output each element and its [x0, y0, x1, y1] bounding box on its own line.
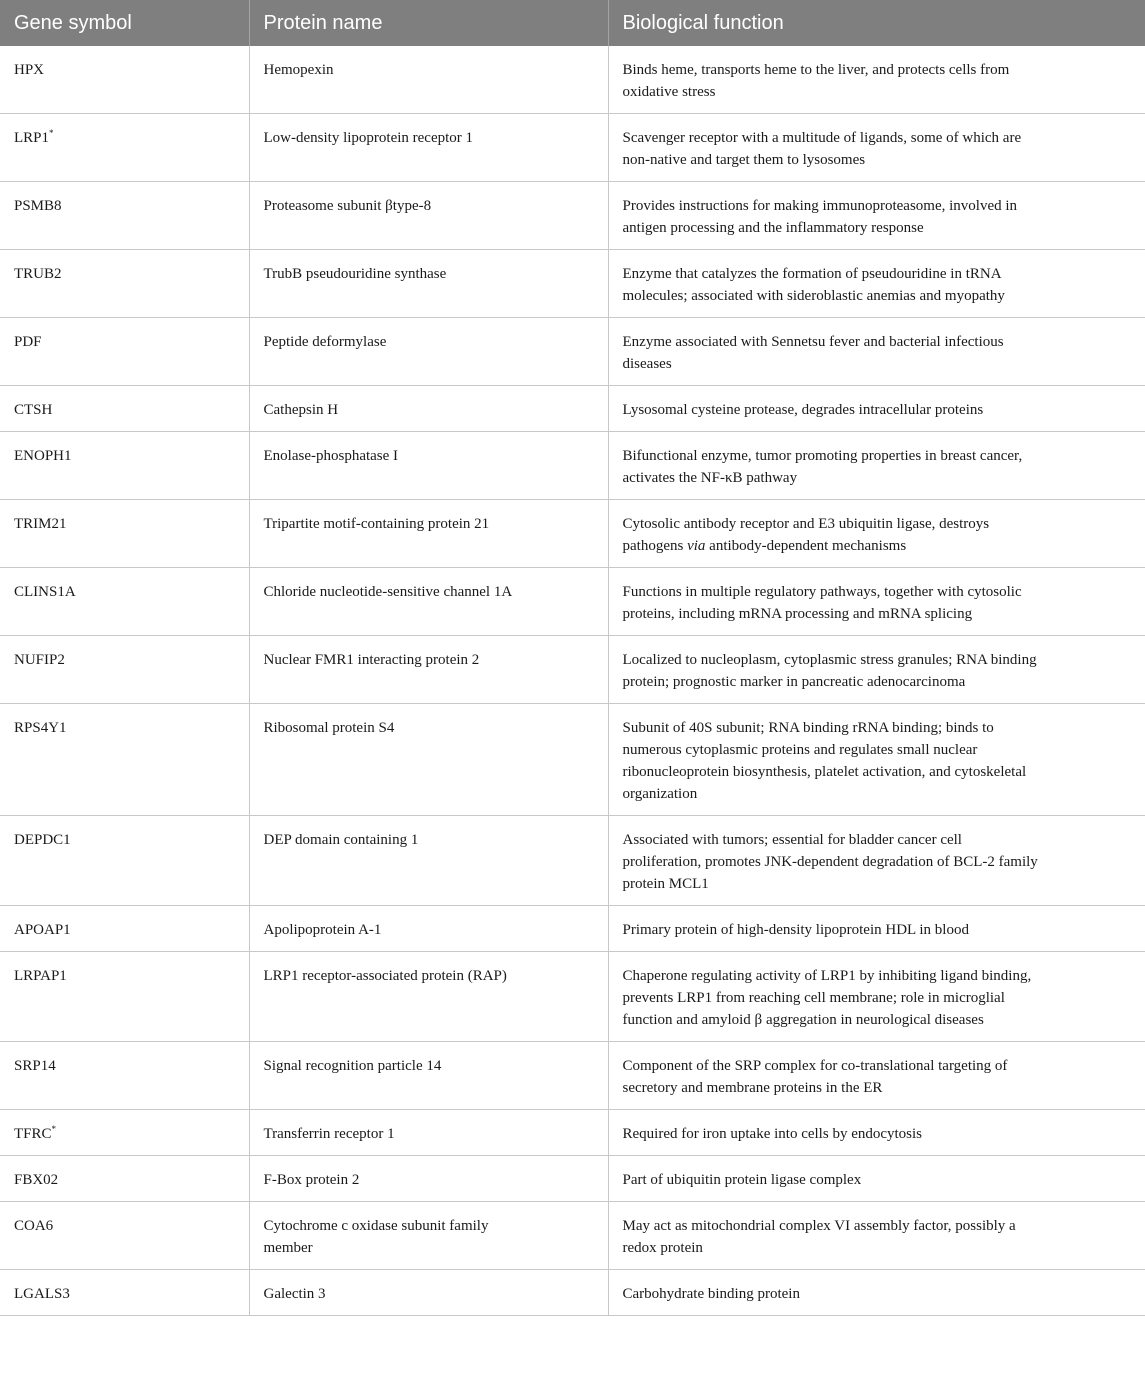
biological-function: Chaperone regulating activity of LRP1 by inhibiting ligand binding, prevents LRP1 from reaching cell membrane; role in microglial function and amyloid β aggregation in neurological diseases — [622, 968, 1032, 1028]
protein-name: F-Box protein 2 — [263, 1172, 360, 1188]
biological-function-cell — [608, 500, 1145, 568]
table-row — [0, 46, 1145, 114]
biological-function: Lysosomal cysteine protease, degrades intracellular proteins — [622, 402, 984, 418]
protein-name-cell — [249, 1156, 608, 1202]
biological-function: May act as mitochondrial complex VI assembly factor, possibly a redox protein — [622, 1218, 1016, 1256]
biological-function: Primary protein of high-density lipoprotein HDL in blood — [622, 922, 969, 938]
gene-symbol-cell — [0, 906, 249, 952]
biological-function: Part of ubiquitin protein ligase complex — [622, 1172, 862, 1188]
biological-function-cell — [608, 1202, 1145, 1270]
gene-symbol-cell — [0, 704, 249, 816]
biological-function-cell — [608, 318, 1145, 386]
gene-symbol: APOAP1 — [14, 922, 71, 938]
biological-function-cell — [608, 386, 1145, 432]
protein-name: Cytochrome c oxidase subunit family member — [263, 1218, 489, 1256]
protein-name: TrubB pseudouridine synthase — [263, 266, 447, 282]
biological-function-cell — [608, 568, 1145, 636]
table-row — [0, 500, 1145, 568]
table-row — [0, 636, 1145, 704]
biological-function-cell — [608, 704, 1145, 816]
protein-name: Apolipoprotein A-1 — [263, 922, 382, 938]
gene-symbol: LRPAP1 — [14, 968, 67, 984]
gene-symbol: TFRC — [14, 1126, 52, 1142]
protein-name-cell — [249, 636, 608, 704]
biological-function: Enzyme associated with Sennetsu fever and bacterial infectious diseases — [622, 334, 1004, 372]
gene-symbol-cell — [0, 386, 249, 432]
protein-name-cell — [249, 1270, 608, 1316]
function-italic: via — [687, 538, 706, 554]
table-body — [0, 46, 1145, 1316]
biological-function-cell — [608, 906, 1145, 952]
protein-name: Chloride nucleotide-sensitive channel 1A — [263, 584, 513, 600]
gene-symbol: FBX02 — [14, 1172, 59, 1188]
gene-symbol-cell — [0, 1042, 249, 1110]
protein-name: Nuclear FMR1 interacting protein 2 — [263, 652, 480, 668]
table-row — [0, 906, 1145, 952]
table-row — [0, 568, 1145, 636]
protein-name: Cathepsin H — [263, 402, 339, 418]
biological-function-cell — [608, 1270, 1145, 1316]
table-row — [0, 250, 1145, 318]
gene-symbol: LRP1 — [14, 130, 50, 146]
biological-function: Bifunctional enzyme, tumor promoting properties in breast cancer, activates the NF-κB pathway — [622, 448, 1023, 486]
gene-symbol: RPS4Y1 — [14, 720, 67, 736]
table-row — [0, 386, 1145, 432]
gene-symbol-cell — [0, 182, 249, 250]
header-biological-function: Biological function — [608, 0, 1145, 46]
gene-symbol-cell — [0, 46, 249, 114]
protein-name-cell — [249, 1110, 608, 1156]
gene-symbol: HPX — [14, 62, 45, 78]
protein-name-cell — [249, 114, 608, 182]
biological-function: Scavenger receptor with a multitude of ligands, some of which are non-native and target them to lysosomes — [622, 130, 1022, 168]
biological-function-cell — [608, 952, 1145, 1042]
protein-name-cell — [249, 182, 608, 250]
table-row — [0, 704, 1145, 816]
protein-name-cell — [249, 568, 608, 636]
protein-name: Low-density lipoprotein receptor 1 — [263, 130, 474, 146]
gene-symbol-cell — [0, 250, 249, 318]
biological-function-cell — [608, 1042, 1145, 1110]
gene-symbol-cell — [0, 952, 249, 1042]
biological-function: Associated with tumors; essential for bladder cancer cell proliferation, promotes JNK-dependent degradation of BCL-2 family protein MCL1 — [622, 832, 1038, 892]
protein-name: Transferrin receptor 1 — [263, 1126, 395, 1142]
function-text: antibody-dependent mechanisms — [705, 538, 907, 554]
protein-name: DEP domain containing 1 — [263, 832, 419, 848]
protein-name: Peptide deformylase — [263, 334, 387, 350]
gene-symbol-cell — [0, 318, 249, 386]
function-text: Cytosolic antibody receptor and E3 ubiquitin ligase, destroys pathogens — [622, 516, 990, 554]
biological-function: Subunit of 40S subunit; RNA binding rRNA binding; binds to numerous cytoplasmic proteins and regulates small nuclear ribonucleoprotein biosynthesis, platelet activation, and cytoskeletal organization — [622, 720, 1027, 802]
gene-symbol-cell — [0, 816, 249, 906]
protein-name-cell — [249, 906, 608, 952]
gene-symbol: COA6 — [14, 1218, 54, 1234]
biological-function: Binds heme, transports heme to the liver, and protects cells from oxidative stress — [622, 62, 1010, 100]
gene-symbol: TRIM21 — [14, 516, 67, 532]
biological-function-cell — [608, 816, 1145, 906]
protein-name-cell — [249, 318, 608, 386]
protein-name-cell — [249, 816, 608, 906]
protein-name: LRP1 receptor-associated protein (RAP) — [263, 968, 507, 984]
protein-name: Enolase-phosphatase I — [263, 448, 399, 464]
gene-symbol: CTSH — [14, 402, 53, 418]
gene-symbol-cell — [0, 1270, 249, 1316]
table-row — [0, 1156, 1145, 1202]
gene-symbol-cell — [0, 432, 249, 500]
biological-function: Component of the SRP complex for co-translational targeting of secretory and membrane proteins in the ER — [622, 1058, 1008, 1096]
table-row — [0, 952, 1145, 1042]
protein-name: Ribosomal protein S4 — [263, 720, 395, 736]
table-header — [0, 0, 1145, 46]
table-row — [0, 432, 1145, 500]
footnote-marker: * — [49, 128, 54, 138]
protein-name: Tripartite motif-containing protein 21 — [263, 516, 490, 532]
table-row — [0, 1270, 1145, 1316]
biological-function: Provides instructions for making immunoproteasome, involved in antigen processing and the inflammatory response — [622, 198, 1018, 236]
table-row — [0, 1110, 1145, 1156]
protein-name-cell — [249, 1042, 608, 1110]
protein-name-cell — [249, 386, 608, 432]
table-row — [0, 182, 1145, 250]
biological-function-cell — [608, 1110, 1145, 1156]
biological-function: Required for iron uptake into cells by endocytosis — [622, 1126, 923, 1142]
protein-name: Proteasome subunit βtype-8 — [263, 198, 432, 214]
gene-symbol-cell — [0, 114, 249, 182]
table-row — [0, 816, 1145, 906]
biological-function: Enzyme that catalyzes the formation of pseudouridine in tRNA molecules; associated with sideroblastic anemias and myopathy — [622, 266, 1005, 304]
protein-name-cell — [249, 500, 608, 568]
gene-symbol: LGALS3 — [14, 1286, 70, 1302]
biological-function-cell — [608, 114, 1145, 182]
header-gene-symbol: Gene symbol — [0, 0, 249, 46]
biological-function-cell — [608, 182, 1145, 250]
protein-name-cell — [249, 1202, 608, 1270]
protein-name-cell — [249, 46, 608, 114]
protein-name: Signal recognition particle 14 — [263, 1058, 442, 1074]
gene-symbol: ENOPH1 — [14, 448, 72, 464]
biological-function-cell — [608, 636, 1145, 704]
table-row — [0, 1042, 1145, 1110]
header-protein-name: Protein name — [249, 0, 608, 46]
biological-function: Functions in multiple regulatory pathways, together with cytosolic proteins, including mRNA processing and mRNA splicing — [622, 584, 1022, 622]
protein-name: Galectin 3 — [263, 1286, 326, 1302]
table-row — [0, 318, 1145, 386]
gene-symbol: SRP14 — [14, 1058, 56, 1074]
gene-symbol: TRUB2 — [14, 266, 62, 282]
biological-function-cell — [608, 46, 1145, 114]
gene-symbol-cell — [0, 636, 249, 704]
biological-function-cell — [608, 250, 1145, 318]
table-row — [0, 1202, 1145, 1270]
gene-symbol-cell — [0, 500, 249, 568]
header-row — [0, 0, 1145, 46]
protein-name-cell — [249, 250, 608, 318]
protein-name: Hemopexin — [263, 62, 334, 78]
footnote-marker: * — [51, 1124, 57, 1134]
table-row — [0, 114, 1145, 182]
biological-function: Carbohydrate binding protein — [622, 1286, 800, 1302]
biological-function-cell — [608, 1156, 1145, 1202]
gene-symbol: PDF — [14, 334, 42, 350]
gene-symbol-cell — [0, 1110, 249, 1156]
gene-symbol-cell — [0, 1202, 249, 1270]
gene-symbol: NUFIP2 — [14, 652, 65, 668]
gene-symbol: CLINS1A — [14, 584, 76, 600]
gene-symbol-cell — [0, 1156, 249, 1202]
protein-name-cell — [249, 952, 608, 1042]
biological-function: Localized to nucleoplasm, cytoplasmic stress granules; RNA binding protein; prognostic marker in pancreatic adenocarcinoma — [622, 652, 1037, 690]
biological-function-cell — [608, 432, 1145, 500]
gene-symbol: PSMB8 — [14, 198, 62, 214]
protein-name-cell — [249, 432, 608, 500]
biological-function — [623, 513, 1043, 557]
protein-name-cell — [249, 704, 608, 816]
gene-symbol-cell — [0, 568, 249, 636]
gene-symbol: DEPDC1 — [14, 832, 71, 848]
